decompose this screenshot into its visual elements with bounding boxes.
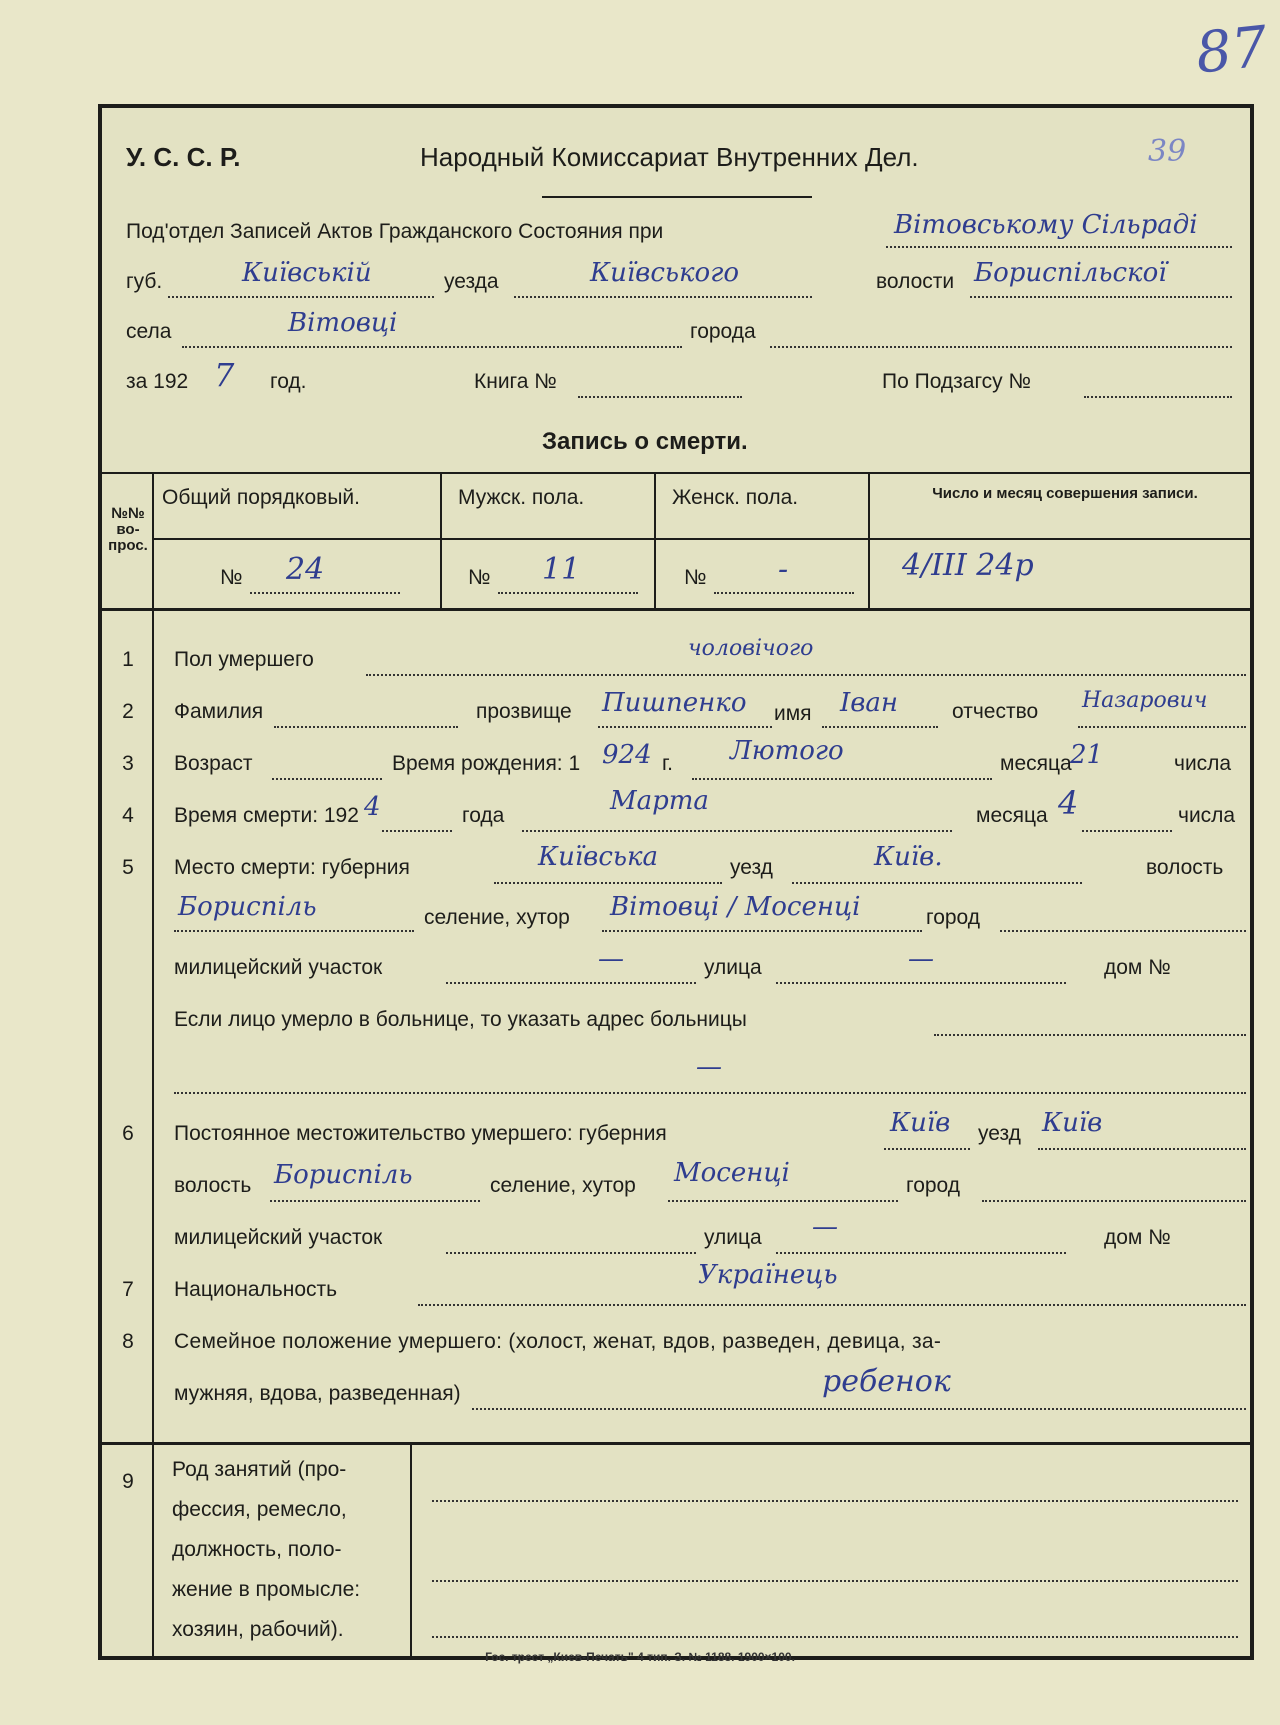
death-place-label: Место смерти: губерния xyxy=(174,856,410,879)
birth-month-label: месяца xyxy=(1000,752,1072,775)
commissariat-title: Народный Комиссариат Внутренних Дел. xyxy=(420,142,919,172)
death-place-khutor-value: Вітовці / Мосенці xyxy=(610,892,861,922)
hospital-value: — xyxy=(696,1052,722,1082)
death-place-gub-value: Київська xyxy=(538,842,659,872)
sex-value: чоловічого xyxy=(688,636,814,661)
uezd-label: уезда xyxy=(444,270,499,293)
row-number-1: 1 xyxy=(122,648,134,671)
residence-volost-label: волость xyxy=(174,1174,252,1197)
birth-day-value: 21 xyxy=(1070,740,1104,770)
row-number-3: 3 xyxy=(122,752,134,775)
birth-year-suffix: г. xyxy=(662,752,673,775)
death-place-street-value: — xyxy=(908,944,934,974)
record-date-header: Число и месяц совершения записи. xyxy=(932,485,1198,502)
birth-month-value: Лютого xyxy=(730,736,844,766)
occupation-line-2: фессия, ремесло, xyxy=(172,1498,347,1521)
death-day-value: 4 xyxy=(1058,784,1079,822)
birth-year-value: 924 xyxy=(602,740,652,770)
residence-city-label: город xyxy=(906,1174,961,1197)
residence-khutor-value: Мосенці xyxy=(674,1158,790,1188)
hospital-label: Если лицо умерло в больнице, то указать адрес больницы xyxy=(174,1008,747,1031)
male-no: № xyxy=(468,566,491,589)
death-place-uezd-value: Київ. xyxy=(874,842,943,872)
residence-uezd-value: Київ xyxy=(1042,1108,1103,1138)
residence-street-value: — xyxy=(812,1212,838,1242)
year-digit: 7 xyxy=(214,356,235,394)
death-place-volost-value: Бориспіль xyxy=(178,892,317,922)
female-no: № xyxy=(684,566,707,589)
residence-gub-value: Київ xyxy=(890,1108,951,1138)
year-suffix: год. xyxy=(270,370,307,393)
total-order-no: № xyxy=(220,566,243,589)
uezd-value: Київського xyxy=(590,258,740,288)
row-number-8: 8 xyxy=(122,1330,134,1353)
row-number-4: 4 xyxy=(122,804,134,827)
question-number-header: №№ во- прос. xyxy=(108,505,148,554)
death-place-street-label: улица xyxy=(704,956,762,979)
residence-uezd-label: уезд xyxy=(978,1122,1021,1145)
death-day-label: числа xyxy=(1178,804,1236,827)
selo-label: села xyxy=(126,320,172,343)
occupation-line-4: жение в промысле: xyxy=(172,1578,361,1601)
marital-value: ребенок xyxy=(822,1364,951,1399)
death-place-uezd-label: уезд xyxy=(730,856,773,879)
row-number-5: 5 xyxy=(122,856,134,879)
selo-value: Вітовці xyxy=(288,308,398,338)
residence-khutor-label: селение, хутор xyxy=(490,1174,636,1197)
occupation-line-1: Род занятий (про- xyxy=(172,1458,347,1481)
death-year-label: года xyxy=(462,804,505,827)
office-label: Под'отдел Записей Актов Гражданского Состояния при xyxy=(126,220,664,243)
death-place-volost-label: волость xyxy=(1146,856,1224,879)
row-number-7: 7 xyxy=(122,1278,134,1301)
death-month-label: месяца xyxy=(976,804,1048,827)
surname-label: Фамилия xyxy=(174,700,264,723)
total-order-value: 24 xyxy=(286,552,325,587)
patronymic-value: Назарович xyxy=(1082,688,1208,713)
death-year-value: 4 xyxy=(364,792,381,822)
row-number-6: 6 xyxy=(122,1122,134,1145)
occupation-line-3: должность, поло- xyxy=(172,1538,342,1561)
year-label: за 192 xyxy=(126,370,189,393)
residence-house-label: дом № xyxy=(1104,1226,1171,1249)
row-number-9: 9 xyxy=(122,1470,134,1493)
gub-label: губ. xyxy=(126,270,163,293)
birth-day-label: числа xyxy=(1174,752,1232,775)
female-value: - xyxy=(778,552,789,587)
residence-label: Постоянное местожительство умершего: губерния xyxy=(174,1122,667,1145)
occupation-line-5: хозяин, рабочий). xyxy=(172,1618,344,1641)
age-label: Возраст xyxy=(174,752,253,775)
male-header: Мужск. пола. xyxy=(458,486,585,509)
death-place-house-label: дом № xyxy=(1104,956,1171,979)
header-divider xyxy=(542,196,812,198)
record-title: Запись о смерти. xyxy=(542,428,748,455)
nickname-label: прозвище xyxy=(476,700,572,723)
country-label: У. С. С. Р. xyxy=(126,142,241,172)
name-value: Іван xyxy=(840,688,899,718)
death-place-city-label: город xyxy=(926,906,981,929)
death-place-police-value: — xyxy=(598,944,624,974)
gub-value: Київській xyxy=(242,258,372,288)
podzagsu-label: По Подзагсу № xyxy=(882,370,1032,393)
total-order-header: Общий порядковый. xyxy=(162,486,360,509)
residence-police-label: милицейский участок xyxy=(174,1226,383,1249)
nationality-label: Национальность xyxy=(174,1278,338,1301)
name-label: имя xyxy=(774,702,812,725)
printer-imprint: Гос. трест „Киев-Печать" 4 тип. З. № 1188. 1900×100. xyxy=(485,1650,795,1664)
marital-label-cont: мужняя, вдова, разведенная) xyxy=(174,1382,461,1405)
residence-volost-value: Бориспіль xyxy=(274,1160,413,1190)
death-month-value: Марта xyxy=(610,786,709,816)
death-place-police-label: милицейский участок xyxy=(174,956,383,979)
office-value: Вітовському Сільраді xyxy=(894,210,1198,240)
kniga-label: Книга № xyxy=(474,370,557,393)
archive-sheet-number: 87 xyxy=(1192,14,1271,87)
page-number: 39 xyxy=(1148,134,1187,169)
sex-label: Пол умершего xyxy=(174,648,314,671)
birth-time-label: Время рождения: 1 xyxy=(392,752,581,775)
patronymic-label: отчество xyxy=(952,700,1039,723)
record-date-value: 4/III 24р xyxy=(902,548,1034,583)
death-place-khutor-label: селение, хутор xyxy=(424,906,570,929)
death-record-form xyxy=(98,104,1254,1660)
nickname-value: Пишпенко xyxy=(602,688,747,718)
row-number-2: 2 xyxy=(122,700,134,723)
female-header: Женск. пола. xyxy=(672,486,799,509)
volost-value: Бориспільскої xyxy=(974,258,1167,288)
volost-label: волости xyxy=(876,270,955,293)
male-value: 11 xyxy=(542,552,581,587)
death-time-label: Время смерти: 192 xyxy=(174,804,359,827)
gorod-label: города xyxy=(690,320,756,343)
nationality-value: Українець xyxy=(698,1260,838,1290)
residence-street-label: улица xyxy=(704,1226,762,1249)
marital-label: Семейное положение умершего: (холост, женат, вдов, разведен, девица, за- xyxy=(174,1330,942,1353)
